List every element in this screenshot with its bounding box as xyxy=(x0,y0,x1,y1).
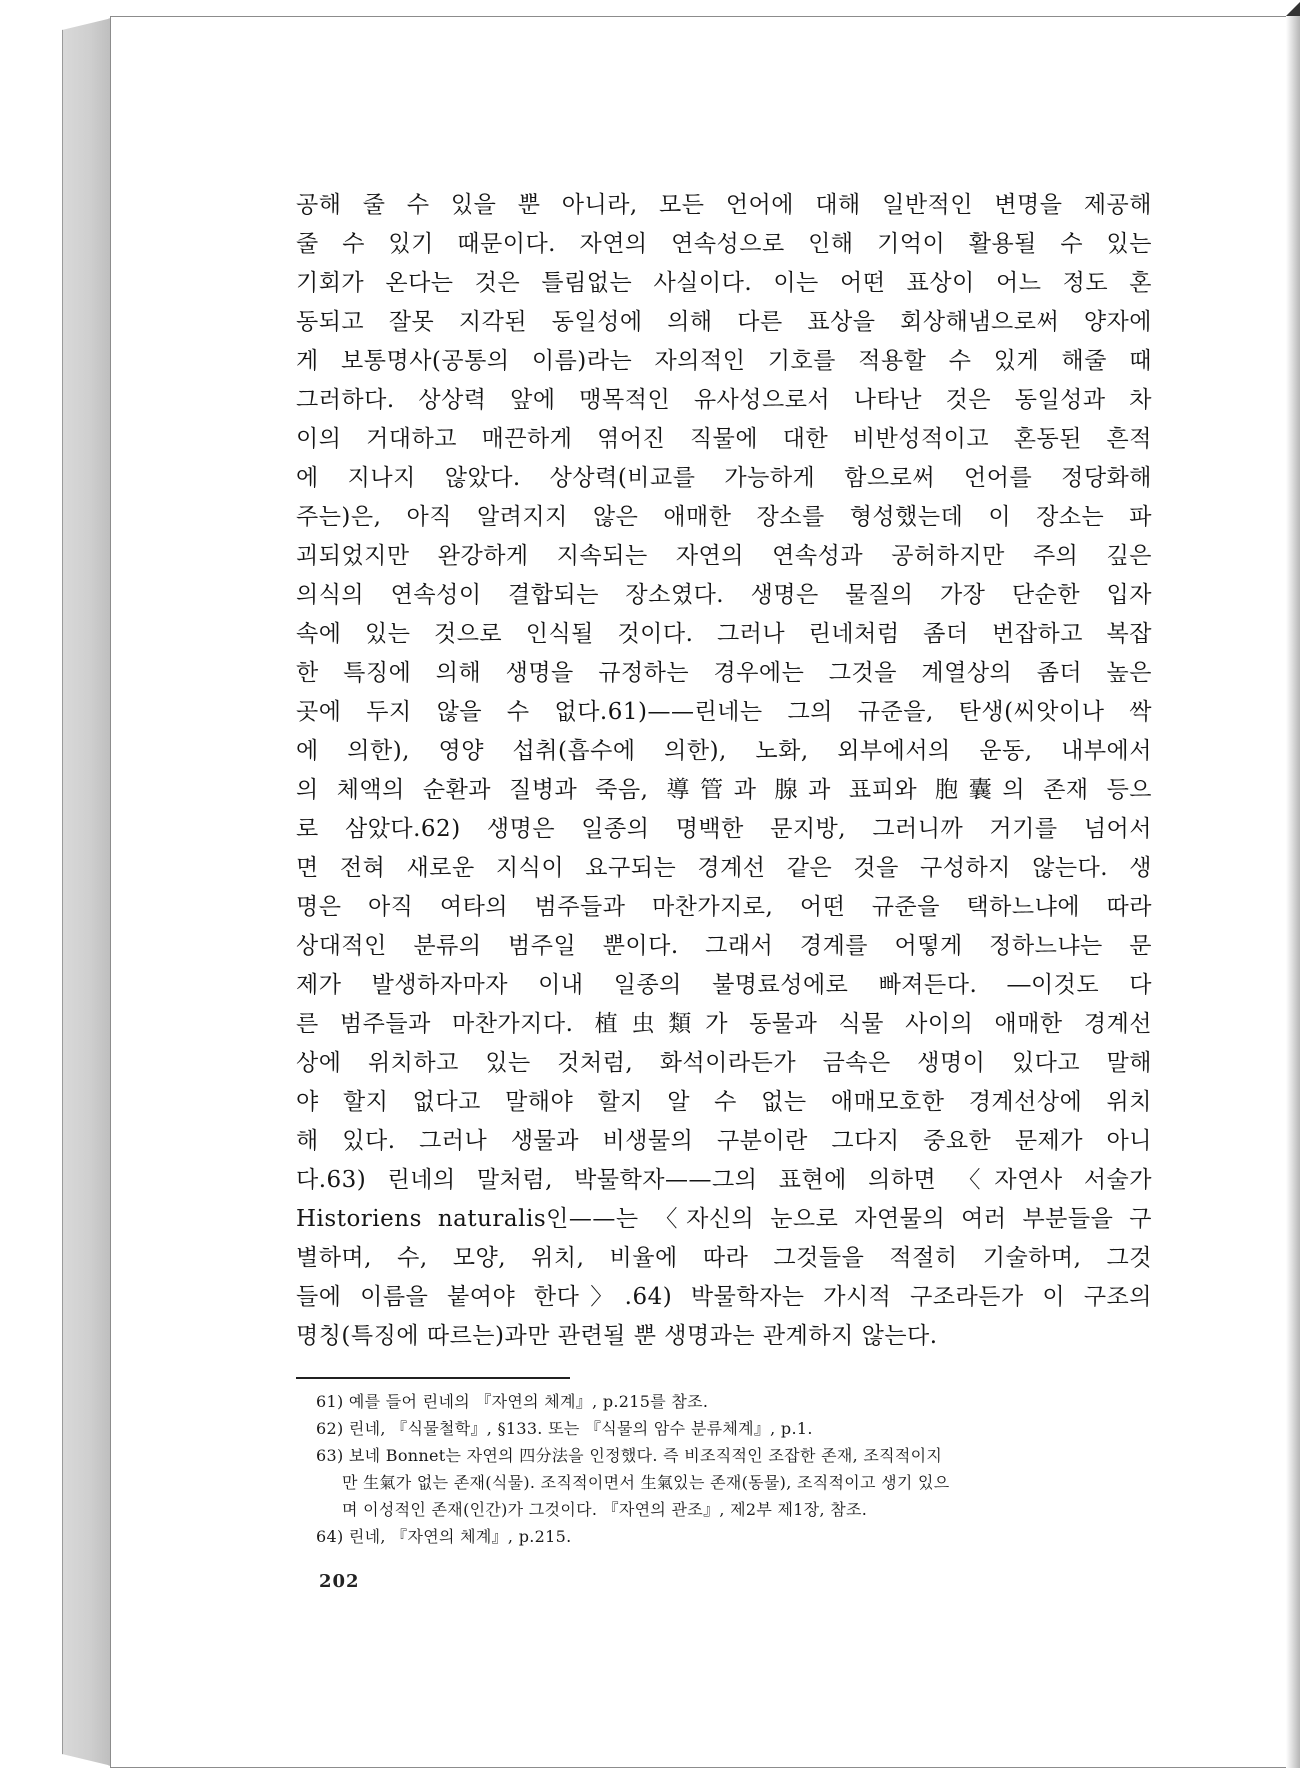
body-line: 면 전혀 새로운 지식이 요구되는 경계선 같은 것을 구성하지 않는다. 생 xyxy=(296,855,1152,881)
body-line: 기회가 온다는 것은 틀림없는 사실이다. 이는 어떤 표상이 어느 정도 혼 xyxy=(296,270,1152,296)
body-line: 명은 아직 여타의 범주들과 마찬가지로, 어떤 규준을 택하느냐에 따라 xyxy=(296,894,1152,920)
body-line: Historiens naturalis인——는 〈자신의 눈으로 자연물의 여러 부분들을 구 xyxy=(296,1206,1152,1232)
footnote-62: 62) 린네, 『식물철학』, §133. 또는 『식물의 암수 분류체계』, p.1. xyxy=(316,1419,813,1438)
body-line: 그러하다. 상상력 앞에 맹목적인 유사성으로서 나타난 것은 동일성과 차 xyxy=(296,387,1152,413)
body-line: 게 보통명사(공통의 이름)라는 자의적인 기호를 적용할 수 있게 해줄 때 xyxy=(296,348,1152,374)
footnote-63-continued: 며 이성적인 존재(인간)가 그것이다. 『자연의 관조』, 제2부 제1장, 참조. xyxy=(342,1500,868,1519)
corner-mark xyxy=(1286,2,1300,16)
body-line: 주는)은, 아직 알려지지 않은 애매한 장소를 형성했는데 이 장소는 파 xyxy=(296,504,1152,530)
body-line: 른 범주들과 마찬가지다. 植虫類가 동물과 식물 사이의 애매한 경계선 xyxy=(296,1011,1152,1037)
body-line: 해 있다. 그러나 생물과 비생물의 구분이란 그다지 중요한 문제가 아니 xyxy=(296,1128,1152,1154)
body-line: 속에 있는 것으로 인식될 것이다. 그러나 린네처럼 좀더 번잡하고 복잡 xyxy=(296,621,1152,647)
footnote-63: 63) 보네 Bonnet는 자연의 四分法을 인정했다. 즉 비조직적인 조잡한 존재, 조직적이지 xyxy=(316,1446,943,1465)
body-line: 줄 수 있기 때문이다. 자연의 연속성으로 인해 기억이 활용될 수 있는 xyxy=(296,231,1152,257)
body-line: 괴되었지만 완강하게 지속되는 자연의 연속성과 공허하지만 주의 깊은 xyxy=(296,543,1152,569)
page-number: 202 xyxy=(319,1571,360,1592)
body-line: 별하며, 수, 모양, 위치, 비율에 따라 그것들을 적절히 기술하며, 그것 xyxy=(296,1245,1152,1271)
footnote-61: 61) 예를 들어 린네의 『자연의 체계』, p.215를 참조. xyxy=(316,1392,709,1411)
body-line: 에 의한), 영양 섭취(흡수에 의한), 노화, 외부에서의 운동, 내부에서 xyxy=(296,738,1152,764)
footnotes xyxy=(316,1388,1152,1550)
body-line: 로 삼았다.62) 생명은 일종의 명백한 문지방, 그러니까 거기를 넘어서 xyxy=(296,816,1152,842)
body-line: 공해 줄 수 있을 뿐 아니라, 모든 언어에 대해 일반적인 변명을 제공해 xyxy=(296,192,1152,218)
body-text xyxy=(296,186,1152,1356)
footnote-63-continued: 만 生氣가 없는 존재(식물). 조직적이면서 生氣있는 존재(동물), 조직적이고 생기 있으 xyxy=(342,1473,950,1492)
body-line: 들에 이름을 붙여야 한다〉.64) 박물학자는 가시적 구조라든가 이 구조의 xyxy=(296,1284,1152,1310)
body-line: 야 할지 없다고 말해야 할지 알 수 없는 애매모호한 경계선상에 위치 xyxy=(296,1089,1152,1115)
body-line: 의 체액의 순환과 질병과 죽음, 導管과 腺과 표피와 胞囊의 존재 등으 xyxy=(296,777,1152,803)
body-line: 다.63) 린네의 말처럼, 박물학자——그의 표현에 의하면 〈자연사 서술가 xyxy=(296,1167,1152,1193)
body-line: 명칭(특징에 따르는)과만 관련될 뿐 생명과는 관계하지 않는다. xyxy=(296,1323,938,1349)
footnote-divider xyxy=(296,1377,570,1379)
footnote-64: 64) 린네, 『자연의 체계』, p.215. xyxy=(316,1527,572,1546)
body-line: 동되고 잘못 지각된 동일성에 의해 다른 표상을 회상해냄으로써 양자에 xyxy=(296,309,1152,335)
body-line: 에 지나지 않았다. 상상력(비교를 가능하게 함으로써 언어를 정당화해 xyxy=(296,465,1152,491)
body-line: 상에 위치하고 있는 것처럼, 화석이라든가 금속은 생명이 있다고 말해 xyxy=(296,1050,1152,1076)
book-spine xyxy=(62,18,112,1766)
body-line: 상대적인 분류의 범주일 뿐이다. 그래서 경계를 어떻게 정하느냐는 문 xyxy=(296,933,1152,959)
body-line: 제가 발생하자마자 이내 일종의 불명료성에로 빠져든다. ―이것도 다 xyxy=(296,972,1152,998)
body-line: 의식의 연속성이 결합되는 장소였다. 생명은 물질의 가장 단순한 입자 xyxy=(296,582,1152,608)
body-line: 곳에 두지 않을 수 없다.61)——린네는 그의 규준을, 탄생(씨앗이나 싹 xyxy=(296,699,1152,725)
body-line: 한 특징에 의해 생명을 규정하는 경우에는 그것을 계열상의 좀더 높은 xyxy=(296,660,1152,686)
page-edge xyxy=(1286,16,1300,1768)
body-line: 이의 거대하고 매끈하게 엮어진 직물에 대한 비반성적이고 혼동된 흔적 xyxy=(296,426,1152,452)
